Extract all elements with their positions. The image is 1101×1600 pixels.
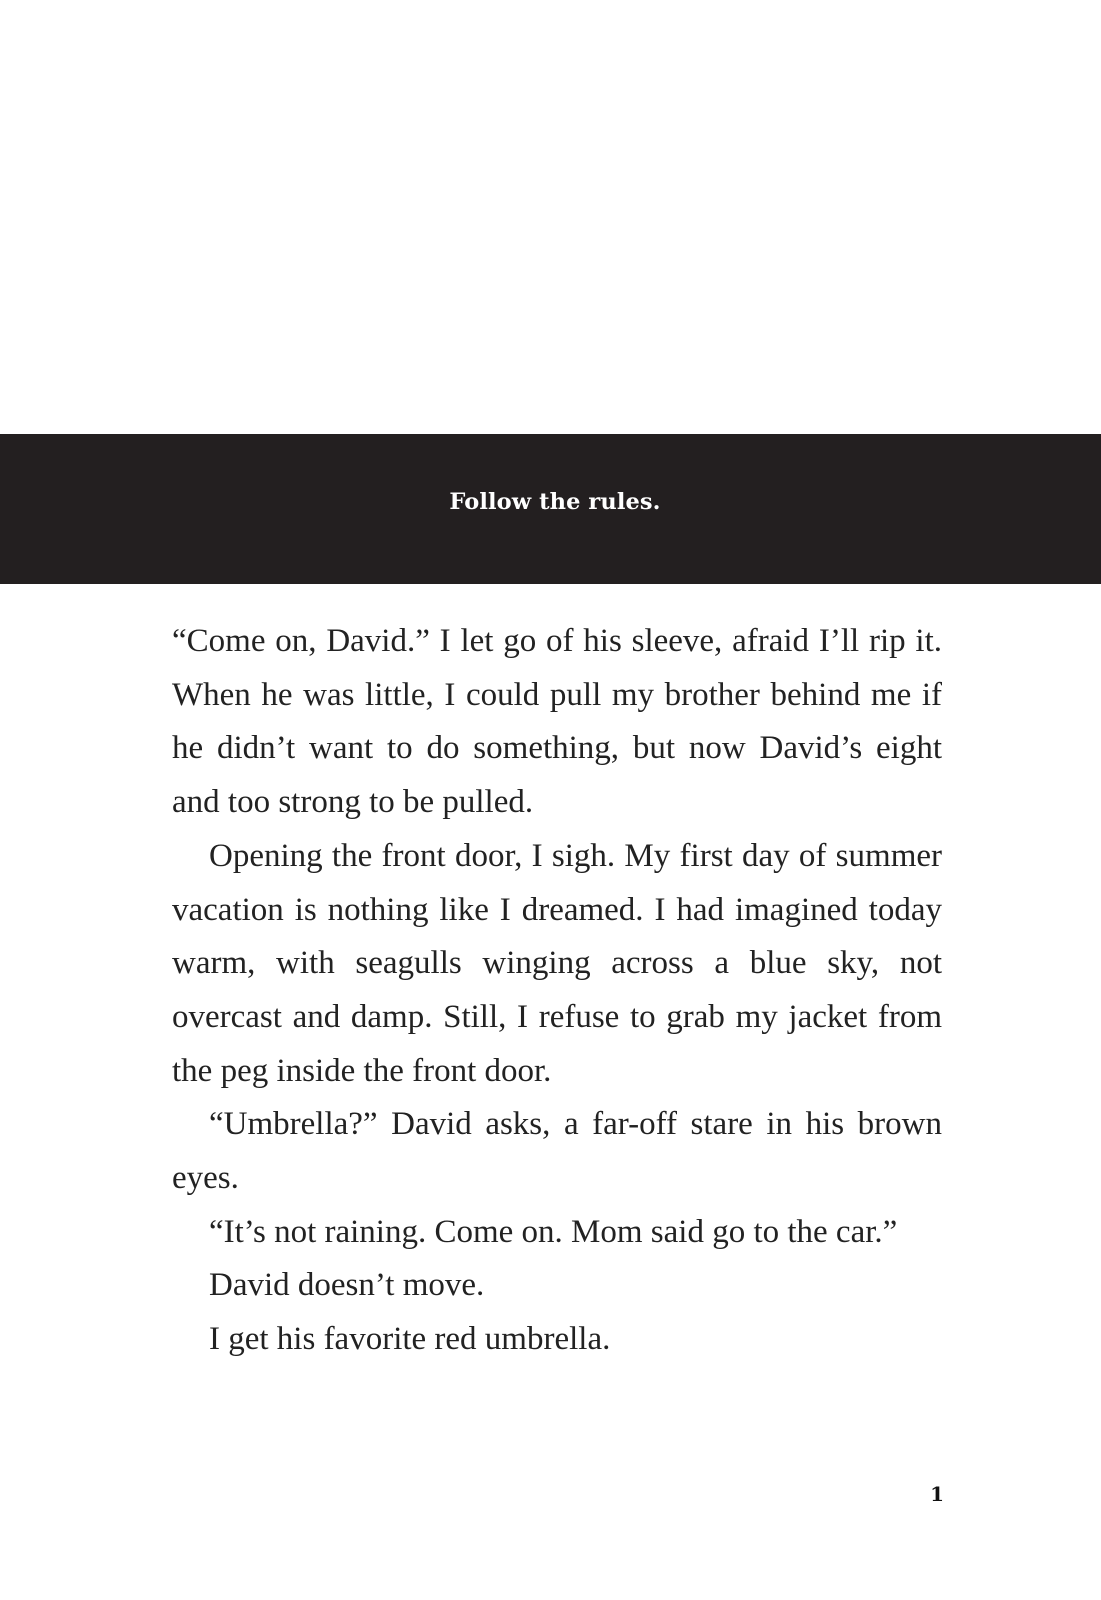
- paragraph: David doesn’t move.: [209, 1267, 485, 1304]
- paragraph: “It’s not raining. Come on. Mom said go to the car.”: [209, 1213, 898, 1250]
- paragraph: Opening the front door, I sigh. My first day of summer vacation is nothing like I dreamed. I had imagined today warm, with seagulls winging across a blue sky, not overcast and damp. Still, I refuse to grab my jacket from the peg inside the front door.: [172, 837, 942, 1089]
- paragraph: “Come on, David.” I let go of his sleeve, afraid I’ll rip it. When he was little, I could pull my brother behind me if he didn’t want to do something, but now David’s eight and too strong to be pulled.: [172, 623, 942, 821]
- paragraph: I get his favorite red umbrella.: [209, 1321, 611, 1358]
- page-number: 1: [930, 1482, 944, 1506]
- chapter-heading: Follow the rules.: [449, 489, 661, 515]
- body-text: [172, 615, 942, 1367]
- paragraph: “Umbrella?” David asks, a far-off stare in his brown eyes.: [172, 1106, 942, 1197]
